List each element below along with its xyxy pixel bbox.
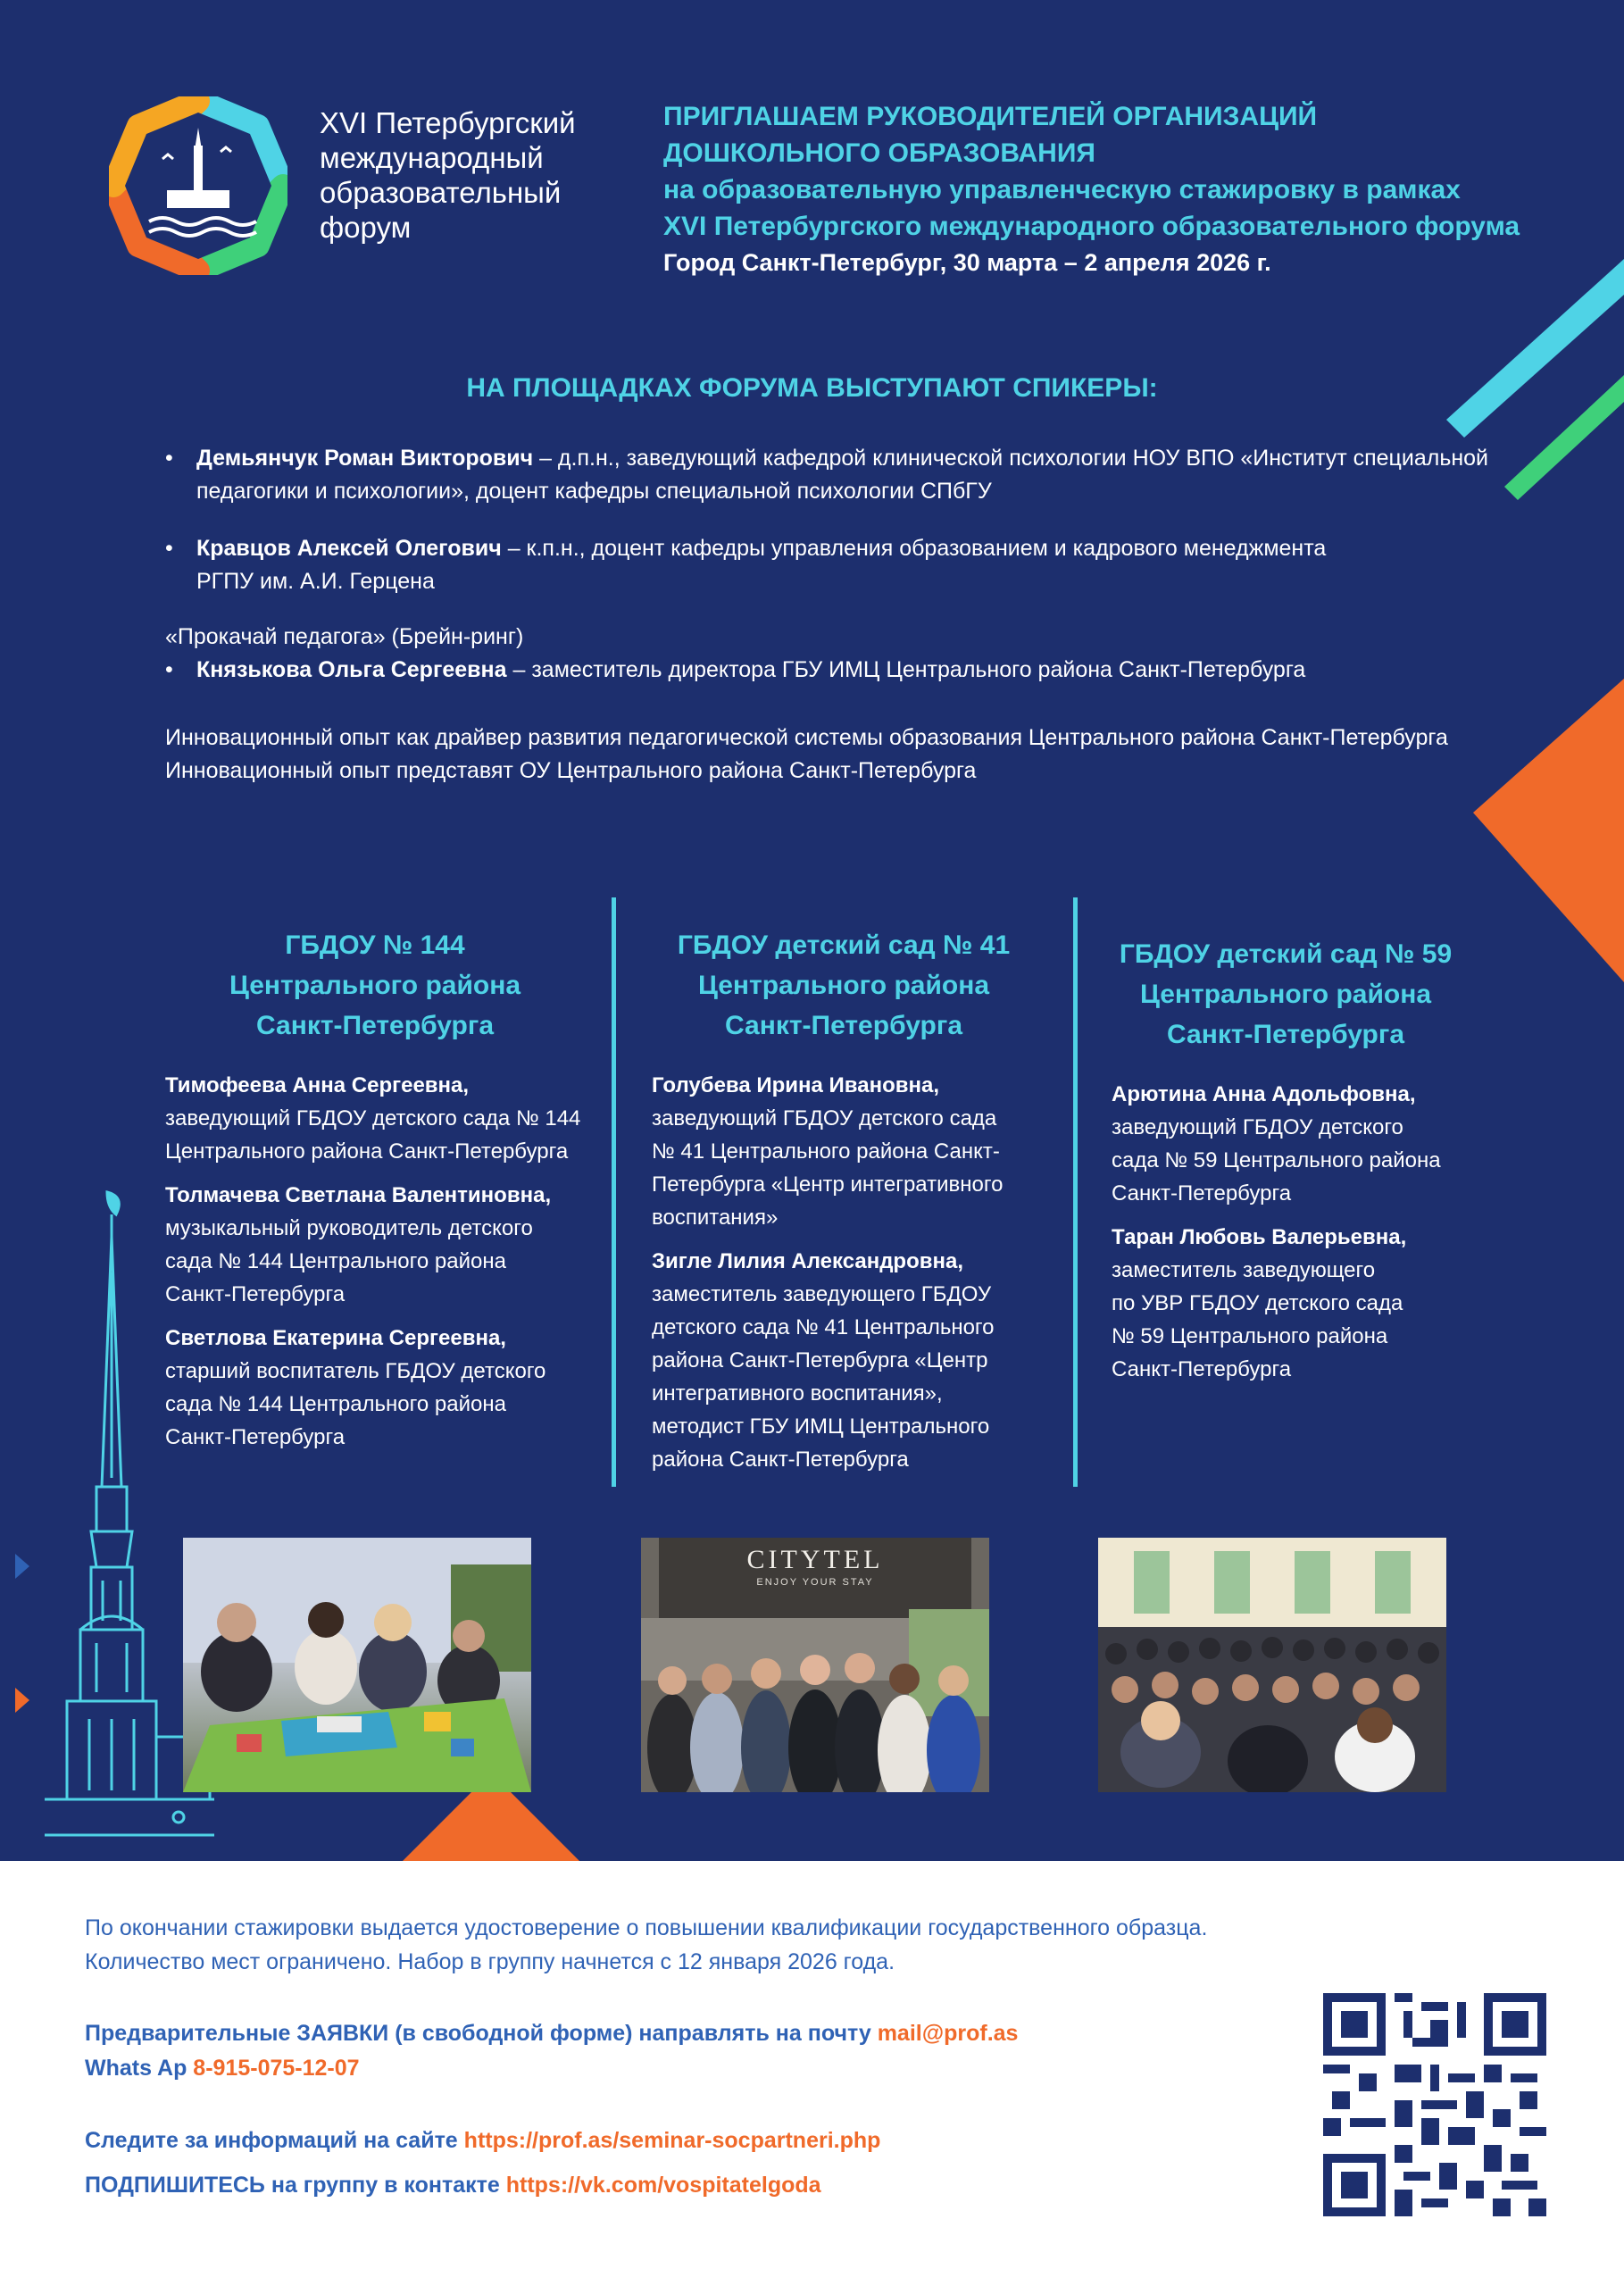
- org-title-line: Санкт-Петербурга: [255, 1011, 494, 1040]
- org-title-line: ГБДОУ № 144: [285, 930, 465, 960]
- org-title: [1112, 934, 1460, 1055]
- website-label: Следите за информаций на сайте: [85, 2128, 464, 2153]
- bullet: •: [165, 446, 173, 471]
- header-line: XVI Петербургского международного образовательного форума: [663, 212, 1520, 241]
- person-entry: [1112, 1221, 1504, 1386]
- speakers-title: НА ПЛОЩАДКАХ ФОРУМА ВЫСТУПАЮТ СПИКЕРЫ:: [466, 373, 1158, 403]
- org-title-line: ГБДОУ детский сад № 59: [1119, 939, 1453, 969]
- person-entry: [1112, 1078, 1504, 1210]
- speaker-name: Кравцов Алексей Олегович: [196, 536, 502, 561]
- org-title-line: Центрального района: [229, 971, 521, 1000]
- event-photo-classroom: [183, 1538, 531, 1792]
- event-photo-group: [641, 1538, 989, 1792]
- person-role: заведующий ГБДОУ детского сада № 144 Центрального района Санкт-Петербурга: [165, 1106, 581, 1164]
- speaker-item: [165, 654, 1491, 687]
- citytel-sign-sub: ENJOY YOUR STAY: [756, 1577, 874, 1588]
- person-entry: [165, 1069, 585, 1168]
- org-title-line: Санкт-Петербурга: [1166, 1020, 1404, 1049]
- person-role: музыкальный руководитель детского сада № 144 Центрального района Санкт-Петербурга: [165, 1216, 533, 1306]
- org-title: [165, 925, 585, 1046]
- person-role: заместитель заведующего по УВР ГБДОУ детского сада № 59 Центрального района Санкт-Петербурга: [1112, 1258, 1403, 1381]
- speaker-name: Демьянчук Роман Викторович: [196, 446, 534, 471]
- person-role: заместитель заведующего ГБДОУ детского сада № 41 Центрального района Санкт-Петербурга «Центр интегративного воспитания», методист ГБУ ИМЦ Центрального района Санкт-Петербурга: [652, 1282, 995, 1472]
- person-name: Таран Любовь Валерьевна,: [1112, 1225, 1407, 1249]
- photo-scene: [1098, 1538, 1446, 1792]
- application-line: [85, 2016, 1335, 2051]
- person-entry: [165, 1179, 585, 1311]
- person-role: заведующий ГБДОУ детского сада № 59 Центрального района Санкт-Петербурга: [1112, 1115, 1441, 1206]
- speaker-item: [165, 532, 1491, 598]
- speaker-description: педагогики и психологии», доцент кафедры специальной психологии СПбГУ: [196, 479, 992, 504]
- person-name: Светлова Екатерина Сергеевна,: [165, 1326, 506, 1350]
- website-line: [85, 2123, 1335, 2158]
- speaker-name: Князькова Ольга Сергеевна: [196, 657, 507, 682]
- citytel-sign: CITYTEL: [746, 1545, 884, 1574]
- speaker-description: РГПУ им. А.И. Герцена: [196, 569, 435, 594]
- speaker-description: – заместитель директора ГБУ ИМЦ Центрального района Санкт-Петербурга: [506, 657, 1306, 682]
- column-divider: [612, 897, 616, 1487]
- innovation-line: Инновационный опыт как драйвер развития педагогической системы образования Центрального района Санкт-Петербурга: [165, 725, 1448, 750]
- org-title-line: ГБДОУ детский сад № 41: [677, 930, 1011, 960]
- logo-line: XVI Петербургский: [320, 106, 576, 139]
- invitation-header: [663, 98, 1601, 281]
- certificate-note: По окончании стажировки выдается удостоверение о повышении квалификации государственного образца.: [85, 1915, 1208, 1940]
- innovation-line: Инновационный опыт представят ОУ Центрального района Санкт-Петербурга: [165, 758, 977, 783]
- photo-scene: [183, 1538, 531, 1792]
- forum-logo-text: [320, 105, 623, 245]
- column-divider: [1073, 897, 1078, 1487]
- vk-link[interactable]: https://vk.com/vospitatelgoda: [505, 2173, 821, 2198]
- photo-scene: [641, 1538, 989, 1792]
- vk-label: ПОДПИШИТЕСЬ на группу в контакте: [85, 2173, 506, 2198]
- whatsapp-line: [85, 2051, 978, 2086]
- forum-logo-icon: [109, 96, 287, 275]
- application-label: Предварительные ЗАЯВКИ (в свободной форме) направлять на почту: [85, 2021, 878, 2046]
- person-name: Арютина Анна Адольфовна,: [1112, 1082, 1416, 1106]
- org-title-line: Санкт-Петербурга: [724, 1011, 962, 1040]
- logo-line: образовательный: [320, 176, 562, 209]
- speaker-description: – д.п.н., заведующий кафедрой клинической психологии НОУ ВПО «Институт специальной: [533, 446, 1489, 471]
- person-role: заведующий ГБДОУ детского сада № 41 Центрального района Санкт- Петербурга «Центр интегративного воспитания»: [652, 1106, 1004, 1230]
- org-column: [652, 925, 1045, 1476]
- org-title-line: Центрального района: [697, 971, 990, 1000]
- person-entry: [652, 1245, 1045, 1476]
- event-title: «Прокачай педагога» (Брейн-ринг): [165, 624, 524, 649]
- org-column: [1112, 934, 1504, 1386]
- org-title: [652, 925, 1036, 1046]
- person-entry: [652, 1069, 1045, 1234]
- vk-line: [85, 2168, 1335, 2203]
- seats-note: Количество мест ограничено. Набор в группу начнется с 12 января 2026 года.: [85, 1949, 895, 1974]
- org-title-line: Центрального района: [1139, 980, 1432, 1009]
- website-link[interactable]: https://prof.as/seminar-socpartneri.php: [463, 2128, 881, 2153]
- header-line: ПРИГЛАШАЕМ РУКОВОДИТЕЛЕЙ ОРГАНИЗАЦИЙ: [663, 102, 1318, 131]
- header-line: на образовательную управленческую стажировку в рамках: [663, 175, 1461, 204]
- person-entry: [165, 1322, 585, 1454]
- side-arrows: [13, 1554, 35, 1714]
- bullet: •: [165, 536, 173, 561]
- person-name: Толмачева Светлана Валентиновна,: [165, 1183, 552, 1207]
- person-role: старший воспитатель ГБДОУ детского сада № 144 Центрального района Санкт-Петербурга: [165, 1359, 546, 1449]
- whatsapp-label: Whats Ap: [85, 2056, 194, 2081]
- person-name: Голубева Ирина Ивановна,: [652, 1073, 940, 1097]
- speaker-item: [165, 442, 1491, 508]
- header-line: ДОШКОЛЬНОГО ОБРАЗОВАНИЯ: [663, 138, 1095, 168]
- bullet: •: [165, 657, 173, 682]
- email-link[interactable]: mail@prof.as: [877, 2021, 1019, 2046]
- speaker-description: – к.п.н., доцент кафедры управления образованием и кадрового менеджмента: [501, 536, 1327, 561]
- event-photo-audience: [1098, 1538, 1446, 1792]
- logo-line: международный: [320, 141, 544, 174]
- org-column: [165, 925, 585, 1454]
- header-date-line: Город Санкт-Петербург, 30 марта – 2 апреля 2026 г.: [663, 249, 1271, 276]
- person-name: Тимофеева Анна Сергеевна,: [165, 1073, 470, 1097]
- logo-line: форум: [320, 211, 412, 244]
- qr-code-icon[interactable]: [1323, 1993, 1546, 2216]
- phone-number[interactable]: 8-915-075-12-07: [193, 2056, 360, 2081]
- person-name: Зигле Лилия Александровна,: [652, 1249, 964, 1273]
